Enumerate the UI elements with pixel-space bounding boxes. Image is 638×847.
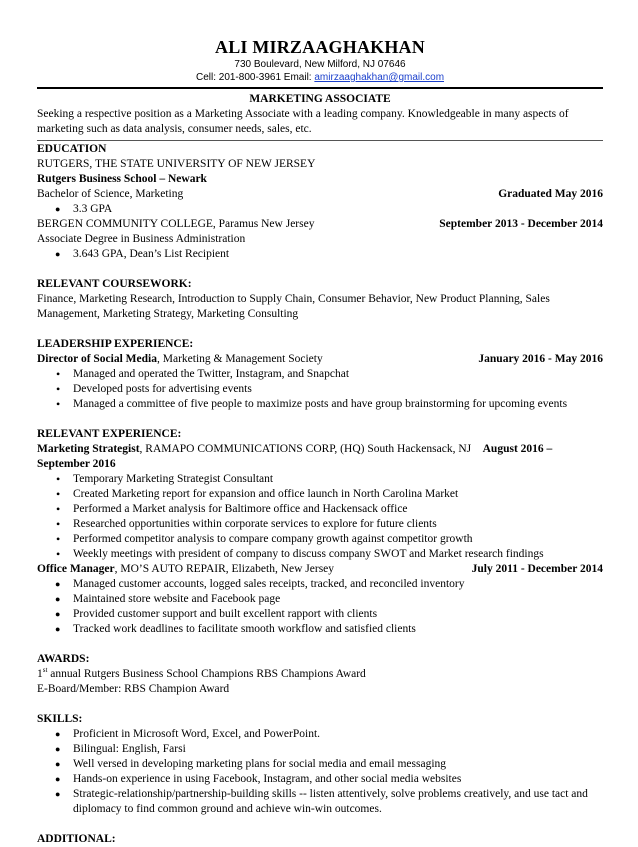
job-1-date-end: September 2016 xyxy=(37,458,116,470)
job-1-date-start: August 2016 – xyxy=(482,443,553,455)
objective-title: MARKETING ASSOCIATE xyxy=(249,93,391,105)
school-name: Rutgers Business School – Newark xyxy=(37,173,207,185)
list-item: ● Tracked work deadlines to facilitate smooth workflow and satisfied clients xyxy=(37,622,603,637)
leadership-title: LEADERSHIP EXPERIENCE: xyxy=(37,338,194,350)
degree-row-2 xyxy=(37,217,603,232)
gpa-list-2 xyxy=(37,247,603,262)
award-1-ordinal: st xyxy=(42,666,48,675)
spacer xyxy=(37,697,603,712)
candidate-name: ALI MIRZAAGHAKHAN xyxy=(215,37,425,57)
email-link[interactable]: amirzaaghakhan@gmail.com xyxy=(314,72,445,83)
education-title: EDUCATION xyxy=(37,143,107,155)
additional-title: ADDITIONAL: xyxy=(37,833,116,845)
skills-title: SKILLS: xyxy=(37,713,83,725)
job-2-role: Office Manager xyxy=(37,563,115,575)
degree-2: Associate Degree in Business Administration xyxy=(37,233,246,245)
leadership-bullets xyxy=(37,367,603,412)
leadership-role: Director of Social Media xyxy=(37,353,157,365)
degree-1: Bachelor of Science, Marketing xyxy=(37,188,184,200)
university-name: RUTGERS, THE STATE UNIVERSITY OF NEW JERSEY xyxy=(37,158,316,170)
list-item: • Managed and operated the Twitter, Instagram, and Snapchat xyxy=(37,367,603,382)
experience-title: RELEVANT EXPERIENCE: xyxy=(37,428,182,440)
award-1 xyxy=(37,667,603,682)
job-1-org: , RAMAPO COMMUNICATIONS CORP, (HQ) South Hackensack, NJ xyxy=(139,443,472,455)
contact-line xyxy=(37,71,603,84)
leadership-date: January 2016 - May 2016 xyxy=(478,353,603,365)
list-item: ● Proficient in Microsoft Word, Excel, and PowerPoint. xyxy=(37,727,603,742)
resume-content xyxy=(37,36,603,847)
spacer xyxy=(37,322,603,337)
coursework-title: RELEVANT COURSEWORK: xyxy=(37,278,192,290)
job-2-header xyxy=(37,562,603,577)
college-2: BERGEN COMMUNITY COLLEGE, Paramus New Jersey xyxy=(37,218,315,230)
college-2-date: September 2013 - December 2014 xyxy=(439,218,603,230)
list-item: • Created Marketing report for expansion and office launch in North Carolina Market xyxy=(37,487,603,502)
list-item: • Performed competitor analysis to compare company growth against competitor growth xyxy=(37,532,603,547)
degree-1-date: Graduated May 2016 xyxy=(498,188,603,200)
coursework-text: Finance, Marketing Research, Introduction to Supply Chain, Consumer Behavior, New Product Planning, Sales Management, Marketing Strategy, Marketing Consulting xyxy=(37,293,550,320)
awards-title: AWARDS: xyxy=(37,653,90,665)
list-item: ● Well versed in developing marketing plans for social media and email messaging xyxy=(37,757,603,772)
header-divider xyxy=(37,87,603,89)
job-1-role: Marketing Strategist xyxy=(37,443,140,455)
list-item: • Weekly meetings with president of company to discuss company SWOT and Market research findings xyxy=(37,547,603,562)
job-2-bullets xyxy=(37,577,603,637)
list-item: ● Hands-on experience in using Facebook, Instagram, and other social media websites xyxy=(37,772,603,787)
list-item: ● Maintained store website and Facebook page xyxy=(37,592,603,607)
list-item: • Managed a committee of five people to maximize posts and have group brainstorming for upcoming events xyxy=(37,397,603,412)
degree-row-1 xyxy=(37,187,603,202)
list-item: ● Strategic-relationship/partnership-building skills -- listen attentively, solve problems creatively, and use tact and diplomacy to find common ground and achieve win-win outcomes. xyxy=(37,787,603,817)
address: 730 Boulevard, New Milford, NJ 07646 xyxy=(234,59,406,70)
list-item: ● Provided customer support and built excellent rapport with clients xyxy=(37,607,603,622)
cell-and-email-label: Cell: 201-800-3961 Email: xyxy=(195,72,315,83)
spacer xyxy=(37,637,603,652)
list-item: • Temporary Marketing Strategist Consultant xyxy=(37,472,603,487)
award-1-number: 1 xyxy=(37,668,43,680)
job-1-header xyxy=(37,442,603,457)
award-1-text: annual Rutgers Business School Champions RBS Champions Award xyxy=(47,668,366,680)
award-2: E-Board/Member: RBS Champion Award xyxy=(37,683,230,695)
list-item: ● Bilingual: English, Farsi xyxy=(37,742,603,757)
list-item: • Performed a Market analysis for Baltimore office and Hackensack office xyxy=(37,502,603,517)
list-item: • Developed posts for advertising events xyxy=(37,382,603,397)
job-2-org: , MO’S AUTO REPAIR, Elizabeth, New Jersey xyxy=(114,563,335,575)
spacer xyxy=(37,412,603,427)
list-item: ● 3.643 GPA, Dean’s List Recipient xyxy=(37,247,603,262)
list-item: • Researched opportunities within corporate services to explore for future clients xyxy=(37,517,603,532)
spacer xyxy=(37,262,603,277)
job-2-date: July 2011 - December 2014 xyxy=(471,563,603,575)
skills-list xyxy=(37,727,603,817)
objective-divider xyxy=(37,140,603,141)
leadership-role-row xyxy=(37,352,603,367)
objective-text: Seeking a respective position as a Marketing Associate with a leading company. Knowledgeable in many aspects of marketing such as data analysis, consumer needs, sales, etc. xyxy=(37,108,569,135)
job-1-bullets xyxy=(37,472,603,562)
gpa-list-1 xyxy=(37,202,603,217)
spacer xyxy=(37,817,603,832)
list-item: ● 3.3 GPA xyxy=(37,202,603,217)
list-item: ● Managed customer accounts, logged sales receipts, tracked, and reconciled inventory xyxy=(37,577,603,592)
leadership-org: , Marketing & Management Society xyxy=(156,353,323,365)
